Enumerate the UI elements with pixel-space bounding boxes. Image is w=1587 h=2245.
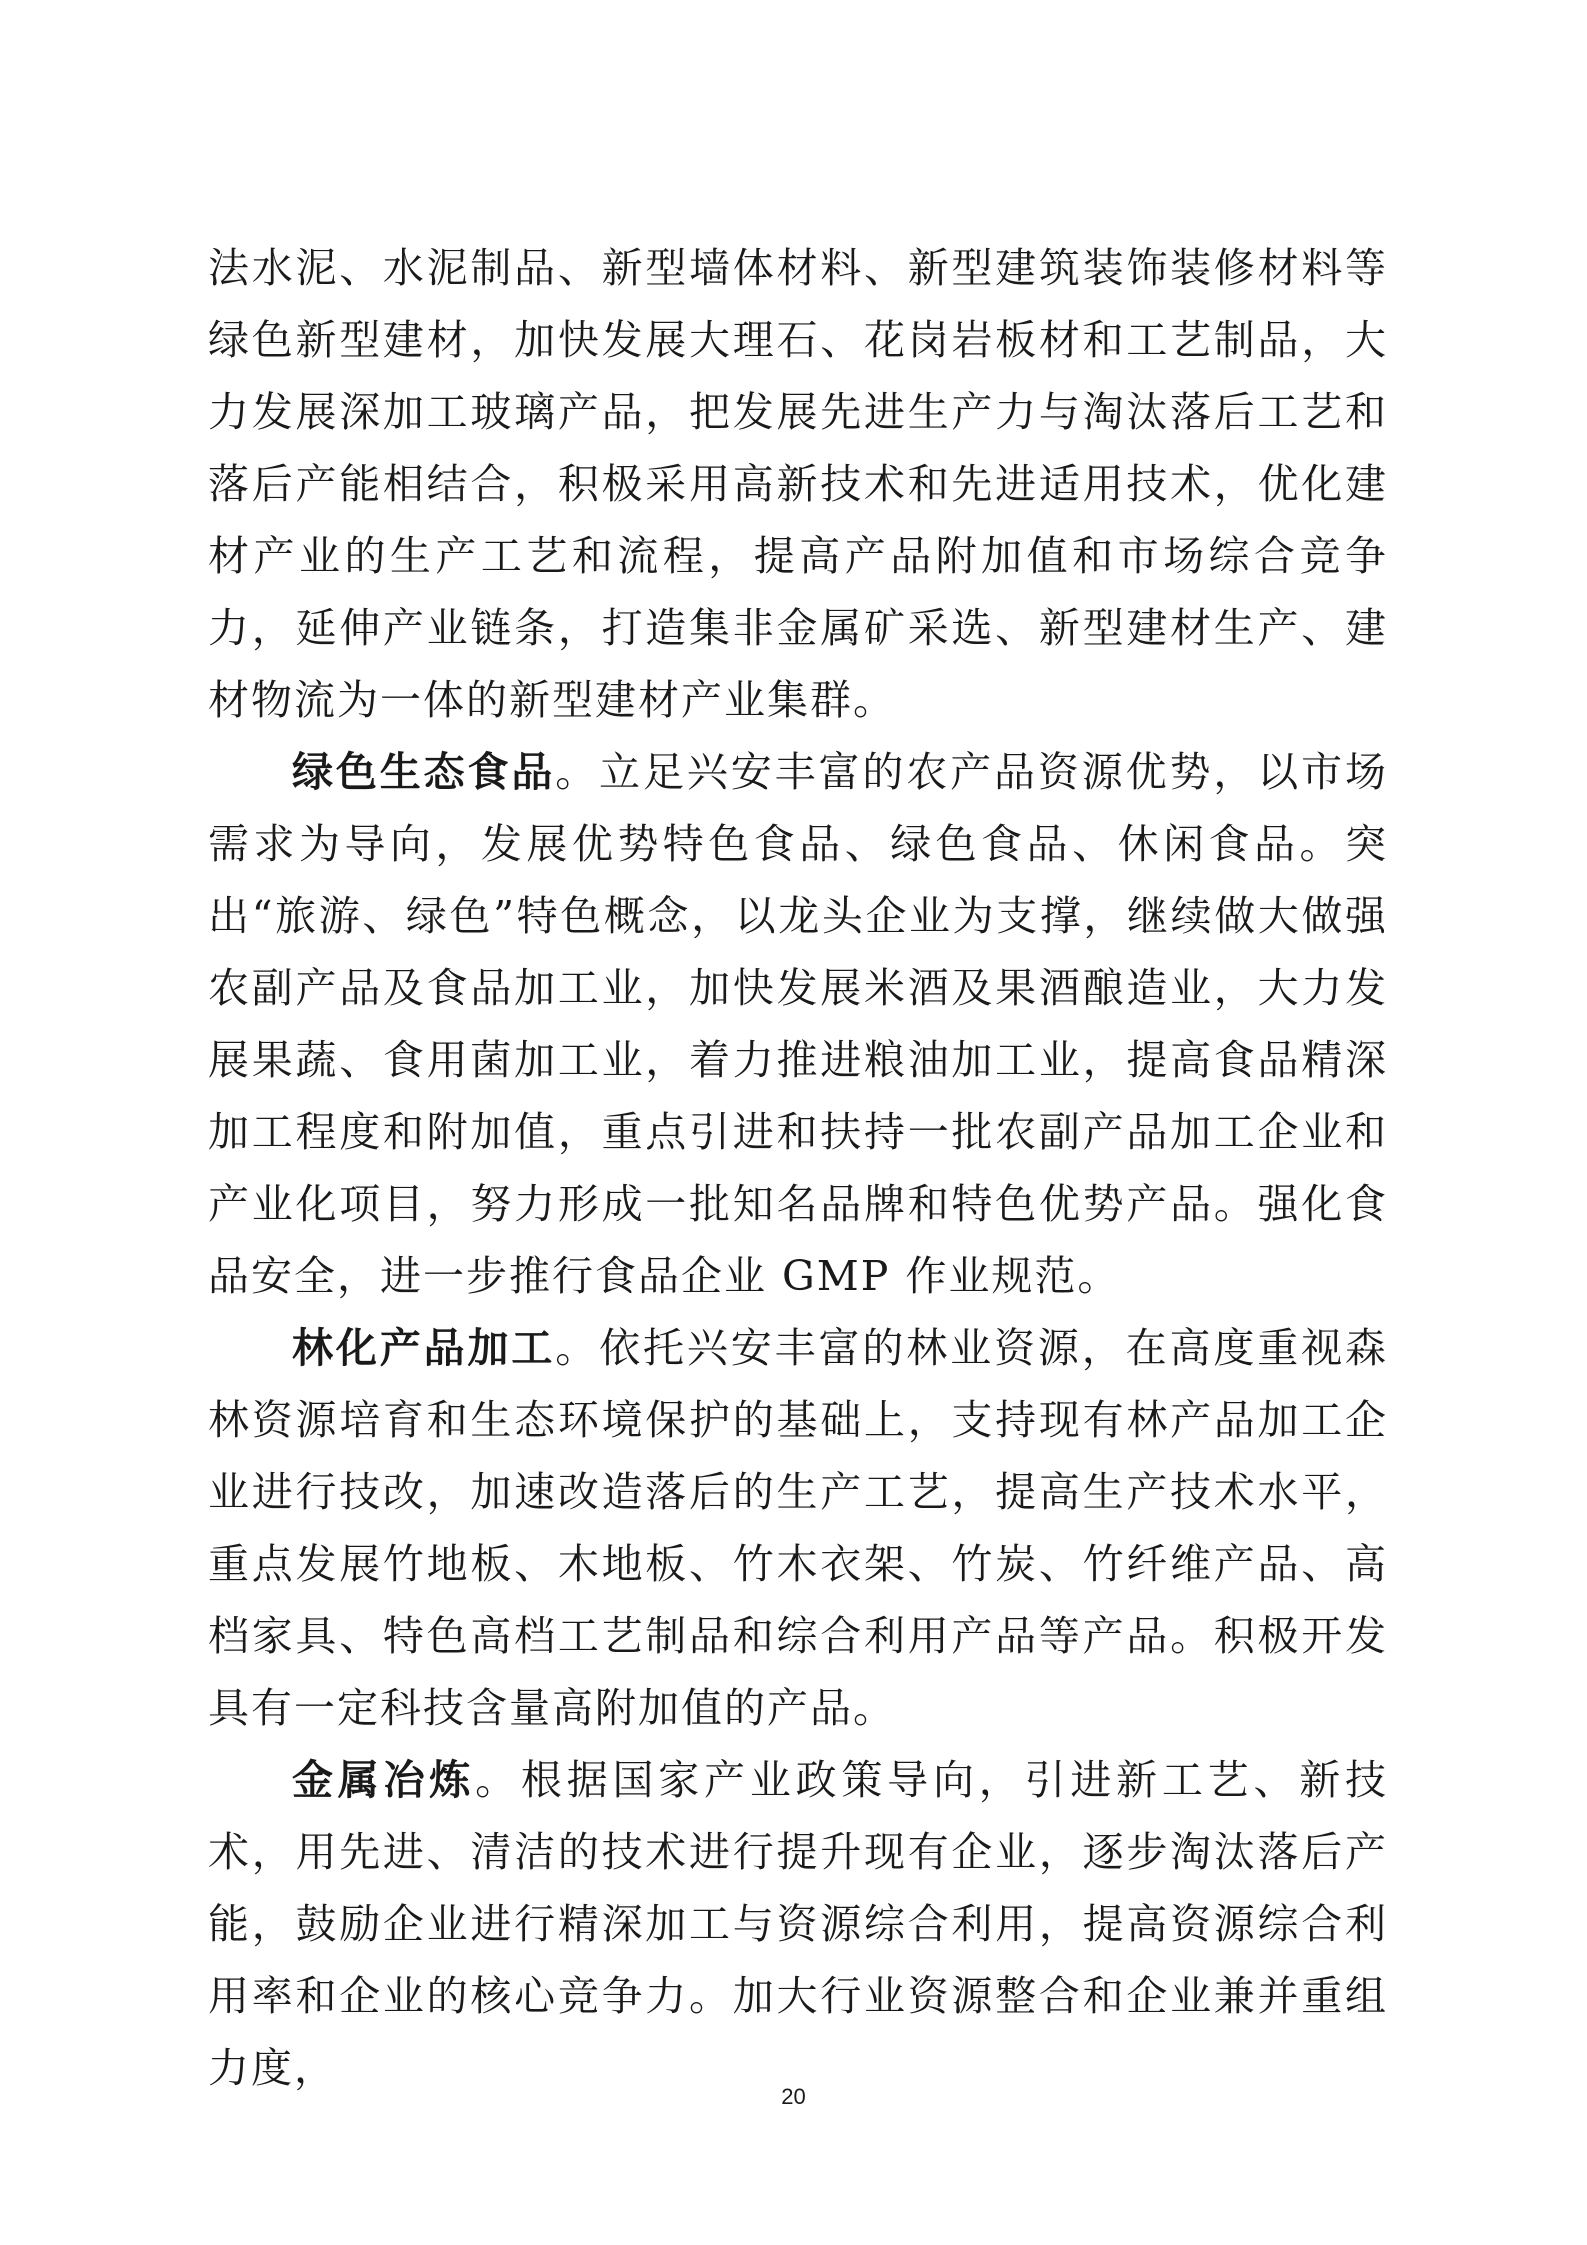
document-body (208, 232, 1388, 2104)
paragraph-building-materials (208, 232, 1388, 736)
paragraph-text: 法水泥、水泥制品、新型墙体材料、新型建筑装饰装修材料等绿色新型建材，加快发展大理石、花岗岩板材和工艺制品，大力发展深加工玻璃产品，把发展先进生产力与淘汰落后工艺和落后产能相结合，积极采用高新技术和先进适用技术，优化建材产业的生产工艺和流程，提高产品附加值和市场综合竞争力，延伸产业链条，打造集非金属矿采选、新型建材生产、建材物流为一体的新型建材产业集群。 (208, 244, 1388, 724)
paragraph-text: 。依托兴安丰富的林业资源，在高度重视森林资源培育和生态环境保护的基础上，支持现有林产品加工企业进行技改，加速改造落后的生产工艺，提高生产技术水平，重点发展竹地板、木地板、竹木衣架、竹炭、竹纤维产品、高档家具、特色高档工艺制品和综合利用产品等产品。积极开发具有一定科技含量高附加值的产品。 (208, 1324, 1388, 1732)
section-heading-green-food: 绿色生态食品 (292, 748, 556, 796)
paragraph-green-food (208, 736, 1388, 1312)
paragraph-metal-smelting (208, 1744, 1388, 2104)
paragraph-forest-products (208, 1312, 1388, 1744)
section-heading-forest-products: 林化产品加工 (292, 1324, 556, 1372)
section-heading-metal-smelting: 金属冶炼 (292, 1756, 476, 1804)
paragraph-text: 。立足兴安丰富的农产品资源优势，以市场需求为导向，发展优势特色食品、绿色食品、休闲食品。突出“旅游、绿色”特色概念，以龙头企业为支撑，继续做大做强农副产品及食品加工业，加快发展米酒及果酒酿造业，大力发展果蔬、食用菌加工业，着力推进粮油加工业，提高食品精深加工程度和附加值，重点引进和扶持一批农副产品加工企业和产业化项目，努力形成一批知名品牌和特色优势产品。强化食品安全，进一步推行食品企业 GMP 作业规范。 (208, 748, 1388, 1300)
paragraph-text: 。根据国家产业政策导向，引进新工艺、新技术，用先进、清洁的技术进行提升现有企业，逐步淘汰落后产能，鼓励企业进行精深加工与资源综合利用，提高资源综合利用率和企业的核心竞争力。加大行业资源整合和企业兼并重组力度， (208, 1756, 1389, 2092)
page-number: 20 (781, 2084, 806, 2109)
